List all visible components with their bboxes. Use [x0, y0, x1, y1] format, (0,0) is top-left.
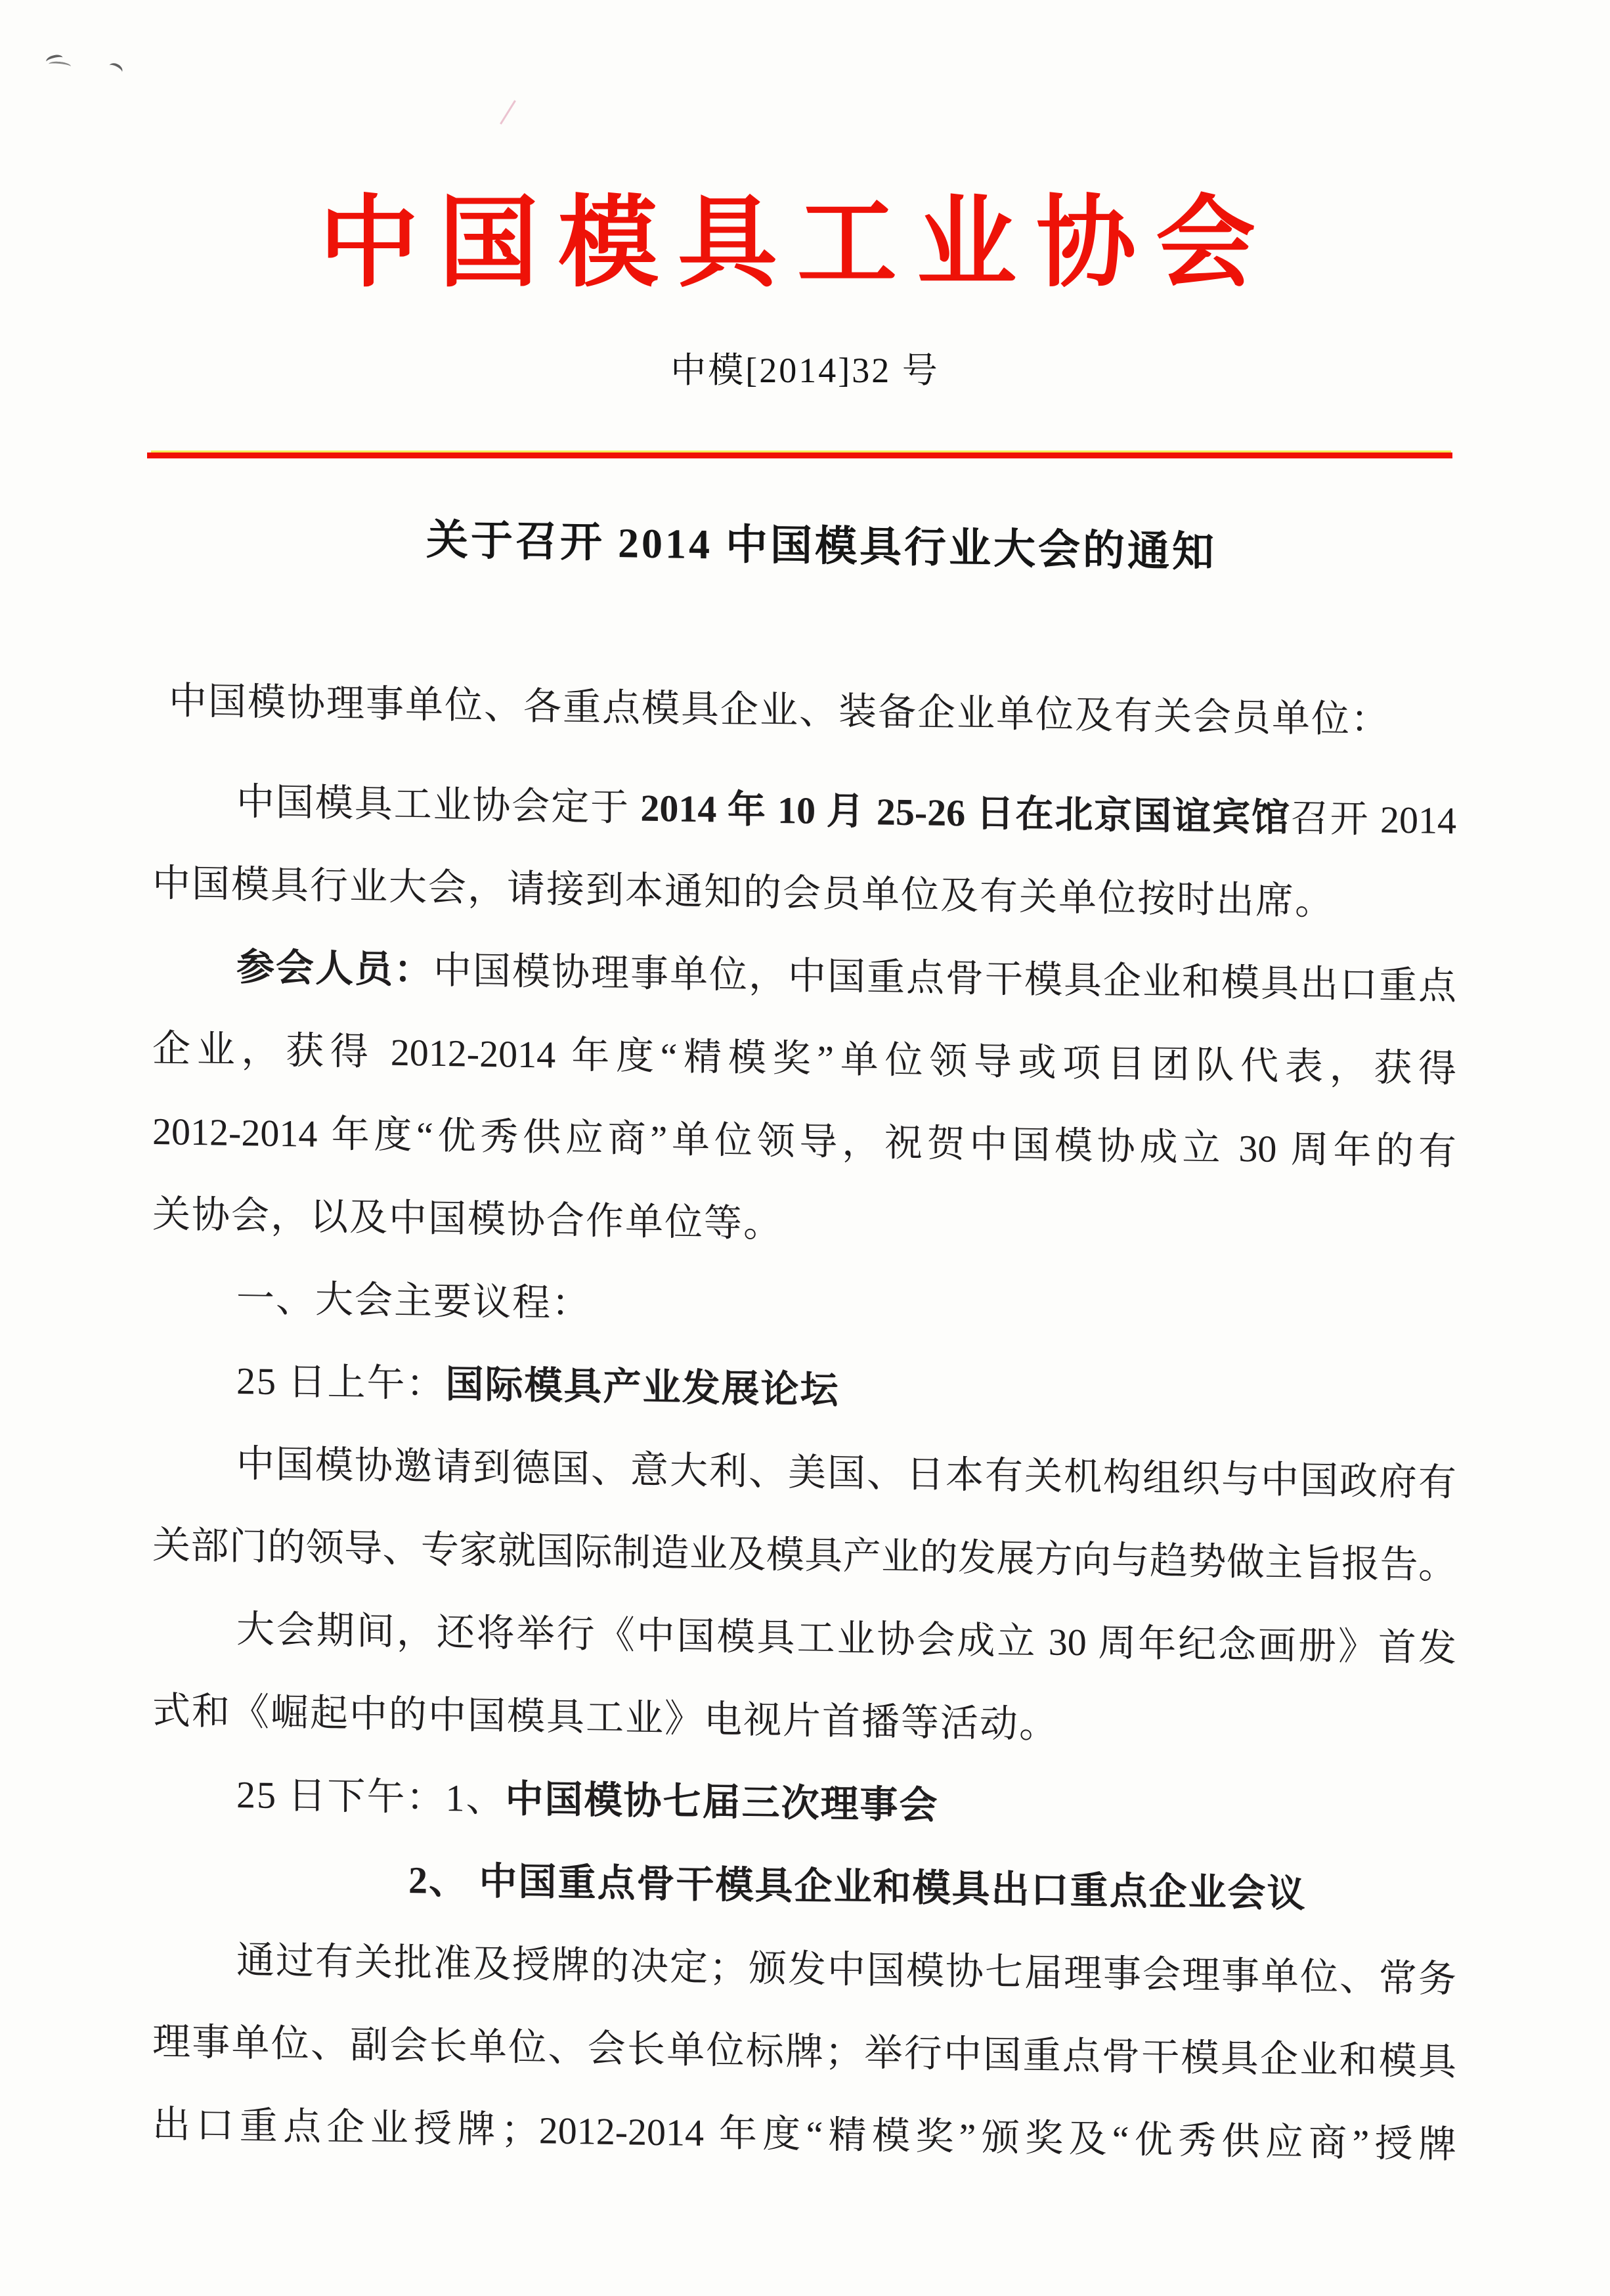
text-run: 关协会，以及中国模协合作单位等。: [152, 1193, 783, 1246]
text-run: 一、大会主要议程：: [236, 1277, 592, 1325]
text-run: 大会期间，还将举行《中国模具工业协会成立 30 周年纪念画册》首发: [236, 1608, 1456, 1670]
text-run: 2012-2014 年度“优秀供应商”单位领导，祝贺中国模协成立 30 周年的有: [152, 1110, 1456, 1174]
body-line: [152, 659, 1456, 762]
text-run: 出口重点企业授牌；2012-2014 年度“精模奖”颁奖及“优秀供应商”授牌: [152, 2103, 1456, 2167]
scan-scratch: [500, 100, 516, 124]
emphasized-text: 2014 年 10 月 25-26 日在北京国谊宾馆: [640, 786, 1291, 840]
text-run: 25 日下午：1、: [236, 1773, 506, 1821]
text-run: 通过有关批准及授牌的决定；颁发中国模协七届理事会理事单位、常务: [236, 1939, 1456, 2001]
document-number: 中模[2014]32 号: [670, 351, 940, 390]
scan-smudge: [107, 61, 125, 77]
text-run: 中国模具行业大会，请接到本通知的会员单位及有关单位按时出席。: [152, 862, 1335, 923]
emphasized-text: 中国模协七届三次理事会: [505, 1777, 939, 1827]
tilted-content: [152, 506, 1456, 2186]
notice-body: [152, 659, 1456, 2186]
red-divider-line: [147, 453, 1452, 458]
organization-title: 中国模具工业协会: [319, 188, 1275, 299]
text-run: 关部门的领导、专家就国际制造业及模具产业的发展方向与趋势做主旨报告。: [152, 1524, 1456, 1587]
text-run: 中国模协理事单位，中国重点骨干模具企业和模具出口重点: [433, 948, 1456, 1008]
emphasized-text: 国际模具产业发展论坛: [445, 1363, 840, 1412]
text-run: 中国模具工业协会定于: [236, 780, 641, 829]
emphasized-text: 参会人员：: [236, 946, 433, 992]
text-run: 中国模协理事单位、各重点模具企业、装备企业单位及有关会员单位：: [169, 679, 1391, 741]
text-run: 企业，获得 2012-2014 年度“精模奖”单位领导或项目团队代表，获得: [152, 1027, 1456, 1091]
text-run: 25 日上午：: [236, 1359, 446, 1406]
emphasized-text: 中国重点骨干模具企业和模具出口重点企业会议: [479, 1859, 1307, 1916]
emphasized-text: 2、: [408, 1859, 479, 1903]
text-run: 中国模协邀请到德国、意大利、美国、日本有关机构组织与中国政府有: [236, 1442, 1456, 1505]
text-run: 理事单位、副会长单位、会长单位标牌；举行中国重点骨干模具企业和模具: [152, 2020, 1456, 2084]
text-run: 式和《崛起中的中国模具工业》电视片首播等活动。: [152, 1689, 1059, 1746]
notice-heading: 关于召开 2014 中国模具行业大会的通知: [426, 516, 1217, 576]
text-run: 召开 2014: [1290, 797, 1456, 843]
scan-smudge: [49, 60, 72, 70]
